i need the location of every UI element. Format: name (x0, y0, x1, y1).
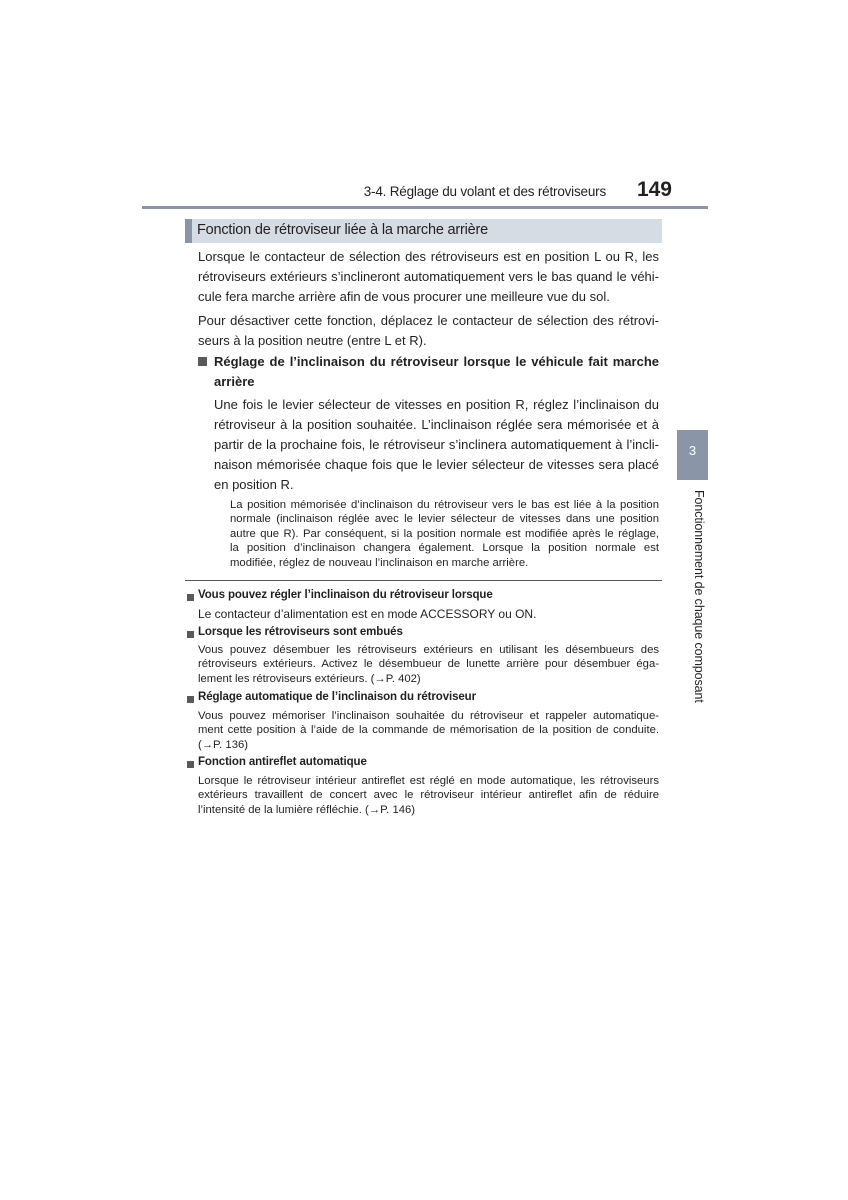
note-body (198, 709, 659, 752)
text-line: La position mémorisée d’inclinaison du rétroviseur vers le bas est liée à la position (230, 499, 659, 511)
section-title: Fonction de rétroviseur liée à la marche arrière (197, 222, 489, 238)
note-title: Vous pouvez régler l’inclinaison du rétroviseur lorsque (198, 589, 493, 601)
note-title: Fonction antireflet automatique (198, 756, 367, 768)
text-line: autre que R). Par conséquent, si la position normale est modifiée après le réglage, (230, 527, 659, 540)
text-line: extérieurs travaillent de concert avec le rétroviseur intérieur antireflet afin de réduire (198, 789, 659, 802)
text-line: modifiée, réglez de nouveau l’inclinaison en marche arrière. (230, 556, 529, 569)
text-line: rétroviseurs extérieurs. Activez le désembueur de lunette arrière pour désembuer éga- (198, 658, 659, 671)
text-line: Lorsque le contacteur de sélection des rétroviseurs est en position L ou R, les (198, 249, 659, 264)
paragraph-intro (198, 247, 659, 307)
note-title: Réglage automatique de l’inclinaison du rétroviseur (198, 691, 476, 703)
subheading (214, 352, 659, 392)
chapter-number: 3 (688, 443, 697, 458)
text-line: ment cette position à l’aide de la commande de mémorisation de la position de conduite. (198, 724, 659, 737)
text-line: Pour désactiver cette fonction, déplacez le contacteur de sélection des rétrovi- (198, 313, 659, 328)
chapter-label: Fonctionnement de chaque composant (692, 490, 706, 703)
text-line: l’intensité de la lumière réfléchie. (→P. 146) (198, 803, 416, 816)
note-body (198, 606, 659, 622)
text-line: partir de la prochaine fois, le rétroviseur s’inclinera automatiquement à l’incli- (214, 437, 659, 452)
text-line: naison mémorisée chaque fois que le levier sélecteur de vitesses sera placé (214, 457, 659, 472)
text-line: la position d’inclinaison changera également. Lorsque la position normale est (230, 542, 659, 555)
text-line: Réglage de l’inclinaison du rétroviseur lorsque le véhicule fait marche (214, 354, 659, 369)
note-title: Lorsque les rétroviseurs sont embués (198, 626, 403, 638)
header-rule (142, 206, 708, 209)
section-title-accent (185, 219, 192, 243)
running-header-section: 3-4. Réglage du volant et des rétroviseurs (363, 184, 606, 199)
notes-divider (185, 580, 662, 581)
text-line: arrière (214, 374, 255, 389)
text-line: Une fois le levier sélecteur de vitesses en position R, réglez l’inclinaison du (214, 397, 659, 412)
text-line: rétroviseur à la position souhaitée. L’inclinaison réglée sera mémorisée et à (214, 417, 659, 432)
note-body (198, 774, 659, 817)
text-line: Le contacteur d’alimentation est en mode ACCESSORY ou ON. (198, 607, 537, 621)
note-bullet-icon (187, 696, 194, 703)
subheading-bullet-icon (198, 357, 207, 366)
text-line: en position R. (214, 477, 294, 492)
text-line: Vous pouvez mémoriser l’inclinaison souhaitée du rétroviseur et rappeler automatique- (198, 710, 659, 722)
page-number: 149 (636, 178, 672, 201)
note-bullet-icon (187, 631, 194, 638)
note-bullet-icon (187, 761, 194, 768)
note-bullet-icon (187, 594, 194, 601)
paragraph-disable (198, 311, 659, 351)
text-line: normale (inclinaison réglée avec le levier sélecteur de vitesses dans une position (230, 513, 659, 526)
note-paragraph (230, 498, 659, 570)
text-line: cule fera marche arrière afin de vous procurer une meilleure vue du sol. (198, 289, 610, 304)
text-line: Vous pouvez désembuer les rétroviseurs extérieurs en utilisant les désembueurs des (198, 644, 659, 656)
text-line: rétroviseurs extérieurs s’inclineront automatiquement vers le bas quand le véhi- (198, 269, 659, 284)
paragraph-procedure (214, 395, 659, 495)
text-line: lement les rétroviseurs extérieurs. (→P. 402) (198, 672, 421, 685)
note-body (198, 643, 659, 686)
text-line: (→P. 136) (198, 738, 249, 751)
text-line: seurs à la position neutre (entre L et R). (198, 333, 427, 348)
text-line: Lorsque le rétroviseur intérieur antireflet est réglé en mode automatique, les rétroviseurs (198, 775, 659, 787)
